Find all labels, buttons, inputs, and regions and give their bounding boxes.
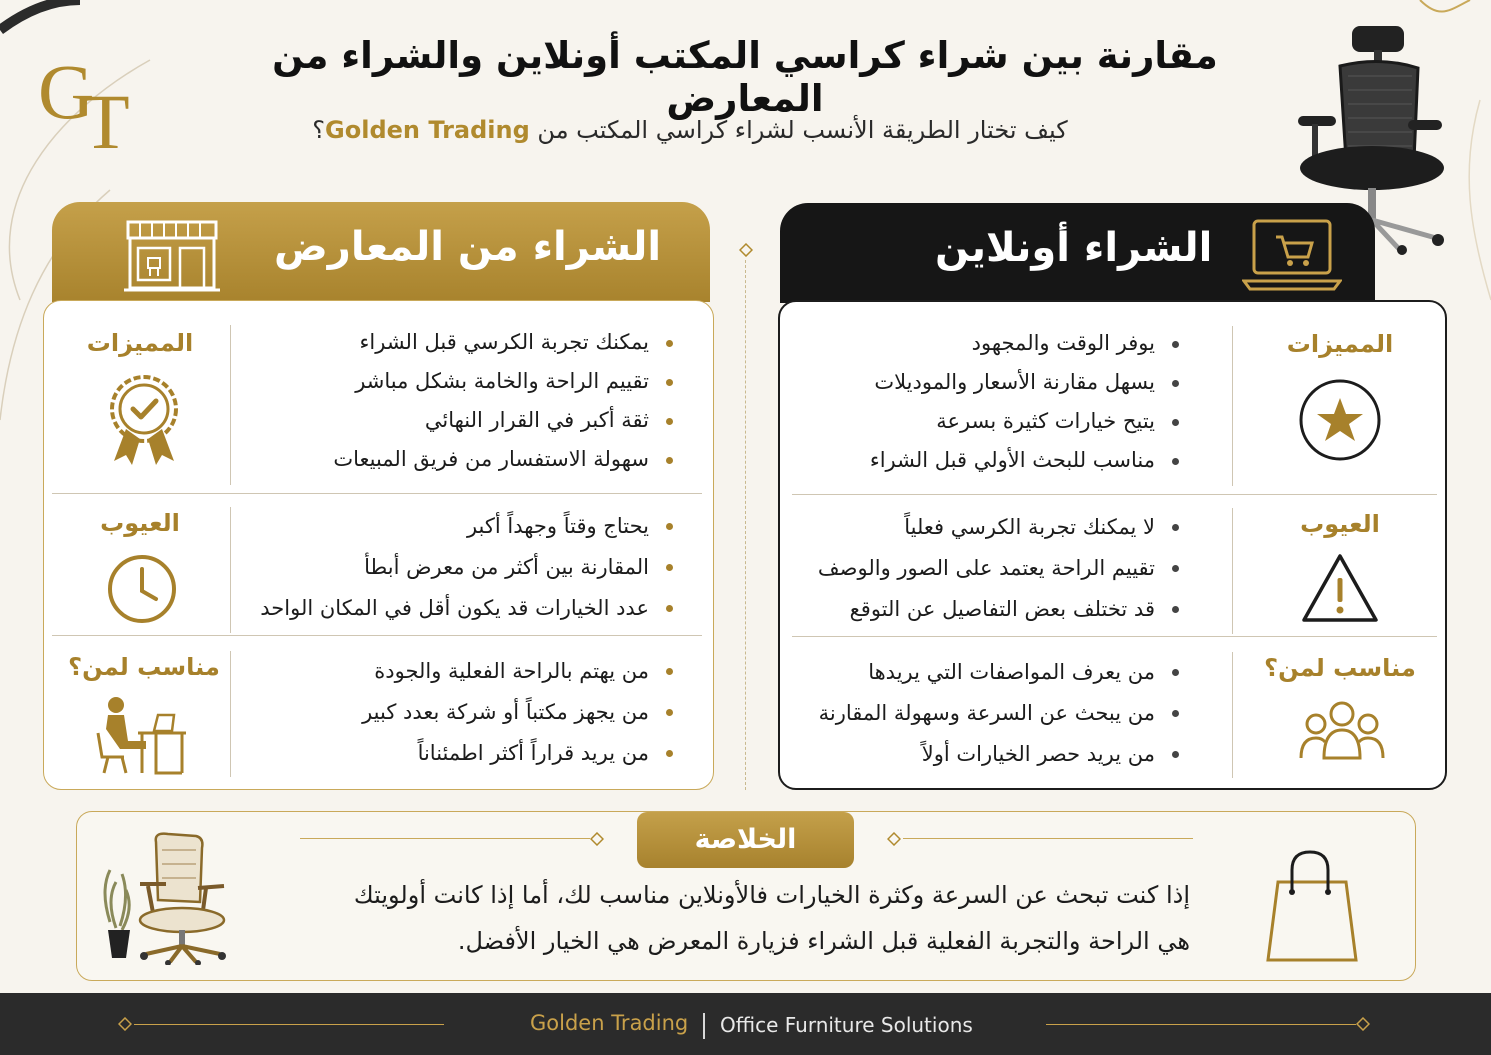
person-desk-icon xyxy=(94,693,190,775)
showroom-cons-label: العيوب xyxy=(100,509,180,537)
badge-check-icon xyxy=(106,373,182,467)
page-subtitle xyxy=(240,116,1140,144)
online-fit-list xyxy=(779,652,1179,775)
list-item: يتيح خيارات كثيرة بسرعة xyxy=(779,402,1179,441)
svg-text:T: T xyxy=(82,78,130,156)
warning-icon xyxy=(1300,552,1380,624)
list-item: ثقة أكبر في القرار النهائي xyxy=(253,401,673,440)
online-card xyxy=(778,300,1447,790)
summary-line: إذا كنت تبحث عن السرعة وكثرة الخيارات فالأونلاين مناسب لك، أما إذا كانت أولويتك xyxy=(353,881,1190,909)
list-item: قد تختلف بعض التفاصيل عن التوقع xyxy=(779,589,1179,630)
diamond-ornament xyxy=(1356,1017,1370,1031)
showroom-fit-label: مناسب لمن؟ xyxy=(68,653,220,681)
showroom-card xyxy=(43,300,714,790)
online-pros-label: المميزات xyxy=(1286,330,1394,358)
store-icon xyxy=(122,218,222,294)
page-title: مقارنة بين شراء كراسي المكتب أونلاين والشراء من المعارض xyxy=(272,34,1218,120)
list-item: يمكنك تجربة الكرسي قبل الشراء xyxy=(253,323,673,362)
list-item: من يعرف المواصفات التي يريدها xyxy=(779,652,1179,693)
list-item: يوفر الوقت والمجهود xyxy=(779,324,1179,363)
online-header xyxy=(780,203,1375,303)
list-item: تقييم الراحة يعتمد على الصور والوصف xyxy=(779,548,1179,589)
plant-chair-image xyxy=(96,830,256,965)
online-cons-label: العيوب xyxy=(1300,510,1380,538)
list-item: يسهل مقارنة الأسعار والموديلات xyxy=(779,363,1179,402)
list-item: تقييم الراحة والخامة بشكل مباشر xyxy=(253,362,673,401)
summary-label: الخلاصة xyxy=(637,812,854,868)
users-icon xyxy=(1298,698,1386,762)
footer-rule xyxy=(134,1024,444,1025)
showroom-cons-list xyxy=(253,506,673,629)
list-item: من يهتم بالراحة الفعلية والجودة xyxy=(253,651,673,692)
list-item: من يبحث عن السرعة وسهولة المقارنة xyxy=(779,693,1179,734)
diamond-ornament xyxy=(590,832,604,846)
star-icon xyxy=(1298,378,1382,462)
list-item: يحتاج وقتاً وجهداً أكبر xyxy=(253,506,673,547)
footer-separator xyxy=(703,1013,705,1039)
subtitle-text: كيف تختار الطريقة الأنسب لشراء كراسي المكتب من xyxy=(529,116,1068,144)
list-item: من يريد حصر الخيارات أولاً xyxy=(779,734,1179,775)
gt-logo xyxy=(36,36,146,156)
subtitle-brand: Golden Trading xyxy=(325,116,530,144)
svg-text:G: G xyxy=(38,48,95,135)
online-pros-list xyxy=(779,324,1179,480)
showroom-pros-list xyxy=(253,323,673,479)
showroom-pros-label: المميزات xyxy=(86,329,194,357)
online-title: الشراء أونلاين xyxy=(935,225,1213,271)
list-item: المقارنة بين أكثر من معرض أبطأ xyxy=(253,547,673,588)
footer-rule xyxy=(1046,1024,1356,1025)
showroom-fit-list xyxy=(253,651,673,774)
summary-text xyxy=(300,872,1190,964)
diamond-ornament xyxy=(887,832,901,846)
summary-rule xyxy=(903,838,1193,839)
clock-icon xyxy=(106,553,178,625)
showroom-header xyxy=(52,202,710,302)
list-item: سهولة الاستفسار من فريق المبيعات xyxy=(253,440,673,479)
list-item: مناسب للبحث الأولي قبل الشراء xyxy=(779,441,1179,480)
diamond-ornament xyxy=(739,243,753,257)
showroom-title: الشراء من المعارض xyxy=(274,224,662,270)
subtitle-question-mark: ؟ xyxy=(312,116,326,144)
list-item: من يريد قراراً أكثر اطمئناناً xyxy=(253,733,673,774)
list-item: لا يمكنك تجربة الكرسي فعلياً xyxy=(779,507,1179,548)
laptop-cart-icon xyxy=(1242,217,1342,293)
shopping-bag-icon xyxy=(1262,848,1358,964)
footer-tagline: Office Furniture Solutions xyxy=(720,1013,973,1037)
online-fit-label: مناسب لمن؟ xyxy=(1264,654,1416,682)
list-item: من يجهز مكتباً أو شركة بعدد كبير xyxy=(253,692,673,733)
center-divider xyxy=(745,260,746,790)
diamond-ornament xyxy=(118,1017,132,1031)
footer-brand: Golden Trading xyxy=(530,1011,689,1035)
summary-rule xyxy=(300,838,590,839)
summary-line: هي الراحة والتجربة الفعلية قبل الشراء فزيارة المعرض هي الخيار الأفضل. xyxy=(457,927,1190,955)
online-cons-list xyxy=(779,507,1179,630)
list-item: عدد الخيارات قد يكون أقل في المكان الواحد xyxy=(253,588,673,629)
